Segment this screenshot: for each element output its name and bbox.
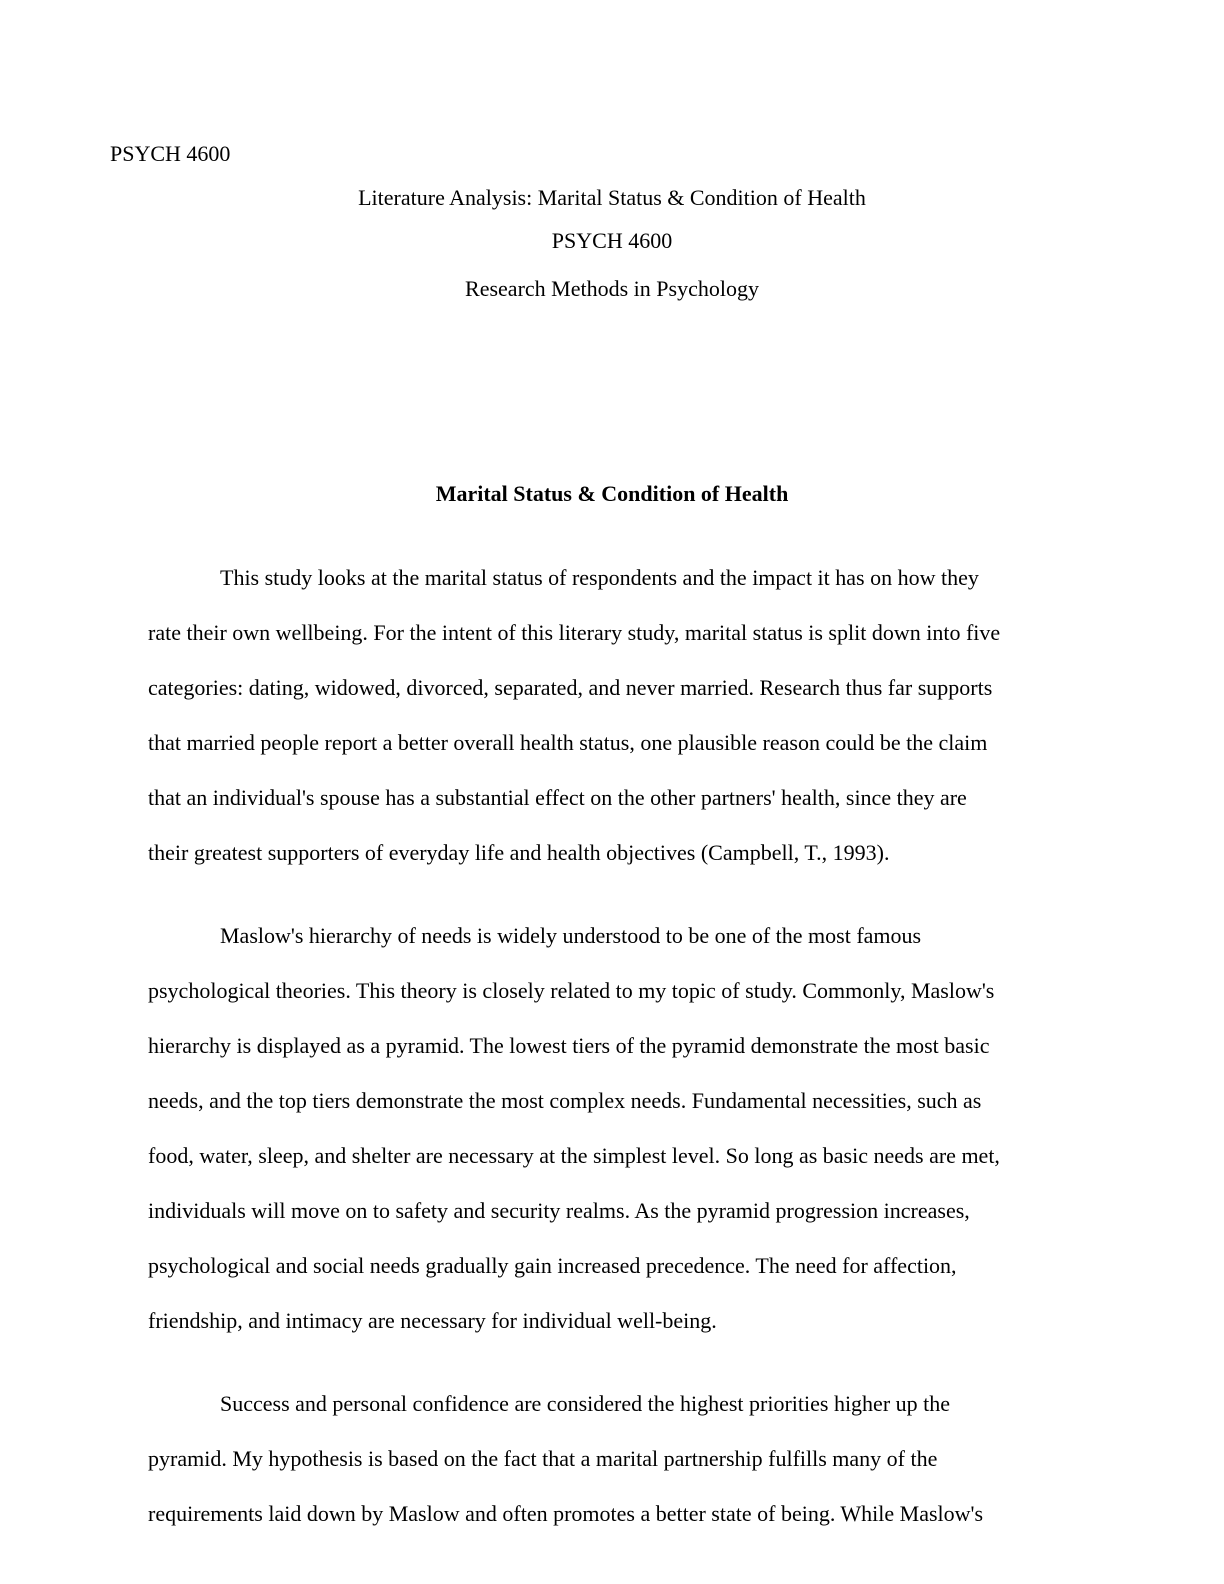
paragraph-line: their greatest supporters of everyday life and health objectives (Campbell, T., 1993). <box>148 840 890 865</box>
paragraph-line: Success and personal confidence are considered the highest priorities higher up the <box>220 1391 951 1416</box>
paragraph-line: requirements laid down by Maslow and often promotes a better state of being. While Maslow's <box>148 1501 984 1526</box>
paragraph-line: that married people report a better overall health status, one plausible reason could be the claim <box>148 730 988 755</box>
paragraph-line: individuals will move on to safety and security realms. As the pyramid progression increases, <box>148 1198 970 1223</box>
paragraph-line: psychological and social needs gradually gain increased precedence. The need for affection, <box>148 1253 957 1278</box>
paragraph-line: This study looks at the marital status of respondents and the impact it has on how they <box>220 565 979 590</box>
title-course-code: PSYCH 4600 <box>551 228 673 253</box>
paragraph-line: that an individual's spouse has a substantial effect on the other partners' health, since they are <box>148 785 967 810</box>
section-heading: Marital Status & Condition of Health <box>435 481 789 506</box>
title-course-name: Research Methods in Psychology <box>465 276 759 301</box>
paragraph-line: hierarchy is displayed as a pyramid. The lowest tiers of the pyramid demonstrate the most basic <box>148 1033 990 1058</box>
paragraph-line: food, water, sleep, and shelter are necessary at the simplest level. So long as basic needs are met, <box>148 1143 1000 1168</box>
paragraph-line: psychological theories. This theory is closely related to my topic of study. Commonly, Maslow's <box>148 978 995 1003</box>
running-header-course-code: PSYCH 4600 <box>110 141 231 166</box>
document-title: Literature Analysis: Marital Status & Condition of Health <box>358 185 866 210</box>
paragraph-line: Maslow's hierarchy of needs is widely understood to be one of the most famous <box>220 923 922 948</box>
paragraph-line: needs, and the top tiers demonstrate the most complex needs. Fundamental necessities, such as <box>148 1088 982 1113</box>
paragraph-line: categories: dating, widowed, divorced, separated, and never married. Research thus far supports <box>148 675 993 700</box>
paragraph-line: rate their own wellbeing. For the intent of this literary study, marital status is split down into five <box>148 620 1001 645</box>
paragraph-line: pyramid. My hypothesis is based on the fact that a marital partnership fulfills many of the <box>148 1446 938 1471</box>
paragraph-line: friendship, and intimacy are necessary for individual well-being. <box>148 1308 717 1333</box>
